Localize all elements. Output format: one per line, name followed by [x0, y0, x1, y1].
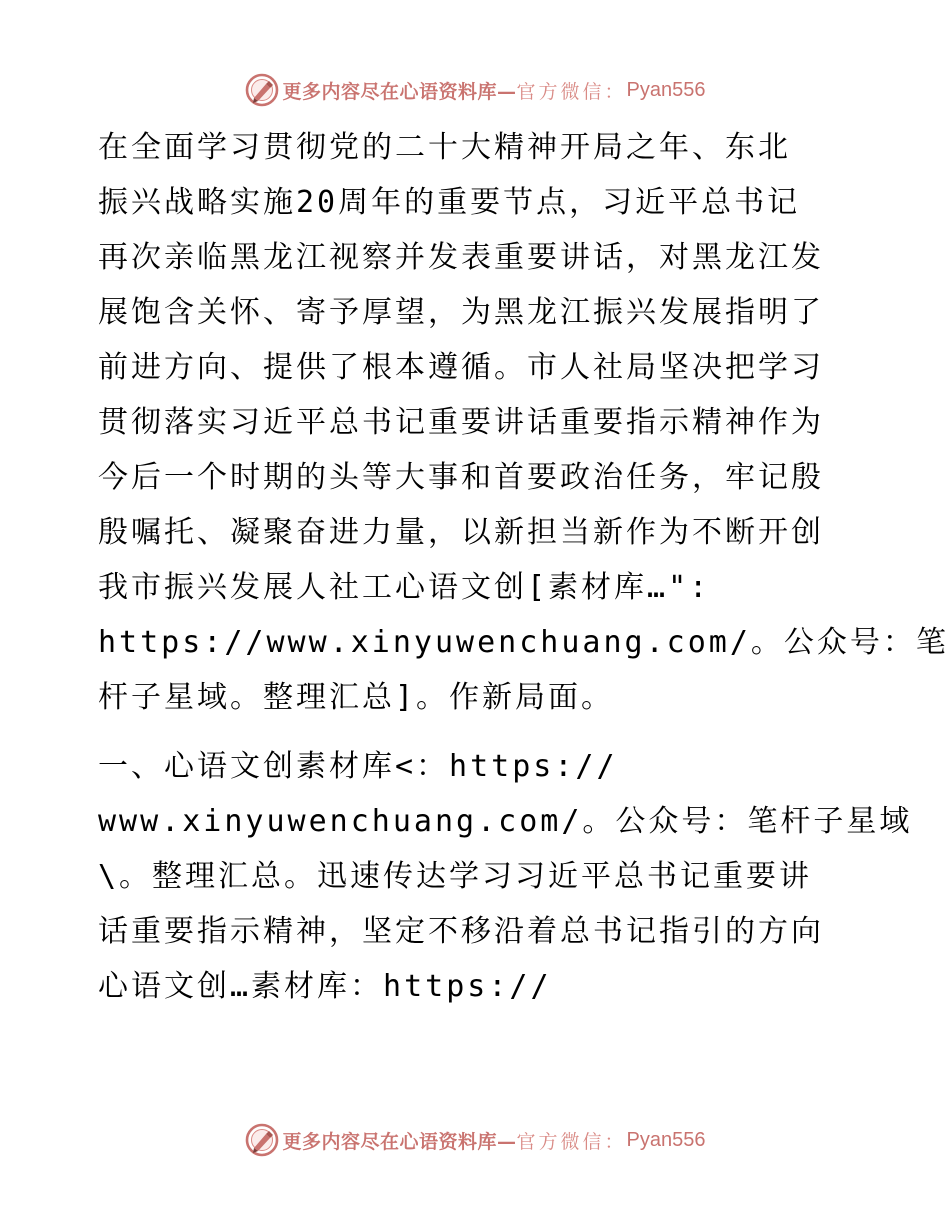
footer-watermark — [0, 1120, 950, 1160]
text-line: https://www.xinyuwenchuang.com/。公众号：笔 — [98, 625, 949, 660]
pen-logo-icon — [245, 73, 279, 107]
text-line: 我市振兴发展人社工心语文创[素材库…": — [98, 570, 711, 605]
watermark-main-text: 更多内容尽在心语资料库— — [282, 1130, 517, 1153]
text-line: 展饱含关怀、寄予厚望，为黑龙江振兴发展指明了 — [98, 295, 824, 330]
text-line: 振兴战略实施20周年的重要节点，习近平总书记 — [98, 185, 801, 220]
text-line: 一、心语文创素材库<：https:// — [98, 749, 618, 784]
text-line: 心语文创…素材库：https:// — [98, 969, 552, 1004]
watermark-official-text: 官方微信： — [516, 1130, 627, 1153]
text-line: 今后一个时期的头等大事和首要政治任务，牢记殷 — [98, 460, 824, 495]
text-line: 杆子星域。整理汇总]。作新局面。 — [98, 680, 615, 715]
paragraph-section-one — [98, 739, 913, 1014]
header-watermark — [0, 70, 950, 110]
text-line: www.xinyuwenchuang.com/。公众号：笔杆子星域 — [98, 804, 913, 839]
text-line: \。整理汇总。迅速传达学习习近平总书记重要讲 — [98, 859, 813, 894]
text-line: 在全面学习贯彻党的二十大精神开局之年、东北 — [98, 130, 791, 165]
text-line: 贯彻落实习近平总书记重要讲话重要指示精神作为 — [98, 405, 824, 440]
pen-logo-icon — [245, 1123, 279, 1157]
text-line: 话重要指示精神，坚定不移沿着总书记指引的方向 — [98, 914, 824, 949]
text-line: 殷嘱托、凝聚奋进力量，以新担当新作为不断开创 — [98, 515, 824, 550]
document-body — [98, 120, 949, 1014]
paragraph-intro — [98, 120, 949, 725]
watermark-main-text: 更多内容尽在心语资料库— — [282, 80, 517, 103]
watermark-handle: Pyan556 — [626, 1128, 706, 1151]
text-line: 再次亲临黑龙江视察并发表重要讲话，对黑龙江发 — [98, 240, 824, 275]
text-line: 前进方向、提供了根本遵循。市人社局坚决把学习 — [98, 350, 824, 385]
watermark-official-text: 官方微信： — [516, 80, 627, 103]
watermark-handle: Pyan556 — [626, 78, 706, 101]
